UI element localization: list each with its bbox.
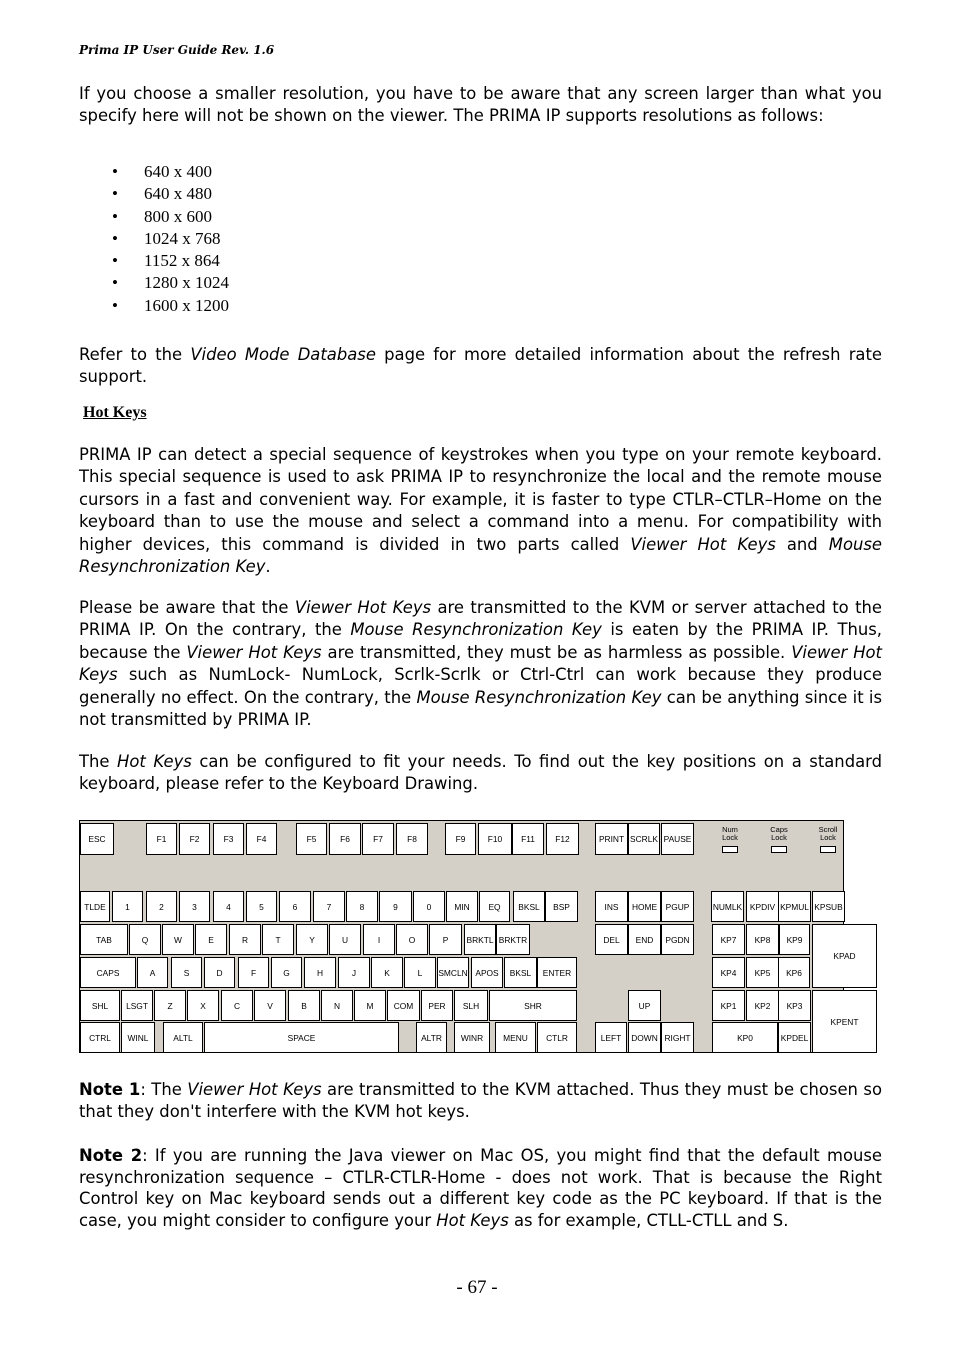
- key-tab: TAB: [80, 924, 128, 955]
- key-p: P: [429, 924, 462, 955]
- key-3: 3: [179, 891, 210, 922]
- resolution-list: [112, 161, 229, 317]
- key-kp1: KP1: [712, 990, 745, 1021]
- key-8: 8: [346, 891, 378, 922]
- key-home: HOME: [628, 891, 661, 922]
- page-number: - 67 -: [456, 1277, 498, 1298]
- key-k: K: [371, 957, 403, 988]
- key-v: V: [254, 990, 286, 1021]
- paragraph-hot-keys-intro: PRIMA IP can detect a special sequence of keystrokes when you type on your remote keyboard. This special sequence is used to ask PRIMA IP to resynchronize the local and the remote mouse cursors in a fast and convenient way. For example, it is faster to type CTLR–CTLR–Home on the keyboard than to use the mouse and select a command into a menu. For compatibility with higher devices, this command is divided in two parts called Viewer Hot Keys and Mouse Resynchronization Key.: [79, 445, 882, 577]
- key-d: D: [204, 957, 235, 988]
- list-item: • 640 x 400: [112, 161, 229, 183]
- led-indicator: [820, 846, 836, 853]
- key-brktr: BRKTR: [496, 924, 530, 955]
- key-y: Y: [296, 924, 328, 955]
- key-j: J: [338, 957, 370, 988]
- key-g: G: [271, 957, 302, 988]
- list-item: • 800 x 600: [112, 206, 229, 228]
- key-up: UP: [628, 990, 661, 1021]
- key-lsgt: LSGT: [121, 990, 153, 1021]
- key-a: A: [137, 957, 168, 988]
- bullet: •: [112, 251, 118, 271]
- paragraph-video-mode: Refer to the Video Mode Database page for more detailed information about the refresh rate support.: [79, 345, 882, 387]
- key-kpent: KPENT: [812, 990, 877, 1053]
- key-smcln: SMCLN: [437, 957, 469, 988]
- key-f4: F4: [246, 823, 277, 855]
- section-heading-hot-keys: Hot Keys: [83, 404, 147, 421]
- key-ins: INS: [595, 891, 628, 922]
- key-esc: ESC: [80, 823, 114, 855]
- key-kp6: KP6: [778, 957, 810, 988]
- key-7: 7: [313, 891, 345, 922]
- list-item: • 1024 x 768: [112, 228, 229, 250]
- key-t: T: [262, 924, 294, 955]
- note-2: Note 2: If you are running the Java viewer on Mac OS, you might find that the default mouse resynchronization sequence – CTLR-CTLR-Home - does not work. That is because the Right Control key on Mac keyboard sends out a different key code as the PC keyboard. If that is the case, you might consider to configure your Hot Keys as for example, CTLL-CTLL and S.: [79, 1146, 883, 1230]
- key-r: R: [229, 924, 261, 955]
- key-kp8: KP8: [746, 924, 779, 955]
- key-f3: F3: [213, 823, 244, 855]
- key-u: U: [329, 924, 361, 955]
- key-2: 2: [146, 891, 177, 922]
- key-f8: F8: [396, 823, 428, 855]
- key-q: Q: [129, 924, 161, 955]
- key-scrlk: SCRLK: [628, 823, 660, 855]
- key-f7: F7: [362, 823, 394, 855]
- led-indicator: [722, 846, 738, 853]
- paragraph-resolution-intro: If you choose a smaller resolution, you have to be aware that any screen larger than what you specify here will not be shown on the viewer. The PRIMA IP supports resolutions as follows:: [79, 84, 882, 126]
- key-space: SPACE: [204, 1022, 399, 1053]
- key-e: E: [195, 924, 227, 955]
- key-c: C: [221, 990, 253, 1021]
- key-del: DEL: [595, 924, 628, 955]
- key-right: RIGHT: [661, 1022, 694, 1053]
- bullet: •: [112, 162, 118, 181]
- bullet: •: [112, 206, 118, 226]
- key-n: N: [321, 990, 353, 1021]
- note-2-label: Note 2: [79, 1146, 143, 1165]
- note-1-label: Note 1: [79, 1080, 141, 1099]
- key-f2: F2: [179, 823, 210, 855]
- key-kp7: KP7: [712, 924, 745, 955]
- key-min: MIN: [446, 891, 478, 922]
- key-ctrl: CTRL: [80, 1022, 120, 1053]
- note-1: Note 1: The Viewer Hot Keys are transmitted to the KVM attached. Thus they must be chosen so that they don't interfere with the KVM hot keys.: [79, 1080, 882, 1122]
- paragraph-hot-keys-config: The Hot Keys can be configured to fit your needs. To find out the key positions on a standard keyboard, please refer to the Keyboard Drawing.: [79, 752, 882, 794]
- key-1: 1: [112, 891, 143, 922]
- key-m: M: [354, 990, 386, 1021]
- key-shr: SHR: [489, 990, 577, 1021]
- key-menu: MENU: [495, 1022, 536, 1053]
- bullet: •: [112, 273, 118, 293]
- key-apos: APOS: [471, 957, 503, 988]
- led-indicator: [771, 846, 787, 853]
- key-x: X: [187, 990, 219, 1021]
- led-label: Caps Lock: [770, 825, 788, 842]
- key-tlde: TLDE: [80, 891, 110, 922]
- key-caps: CAPS: [80, 957, 136, 988]
- running-header: Prima IP User Guide Rev. 1.6: [79, 43, 275, 57]
- list-item: • 1152 x 864: [112, 250, 229, 272]
- key-kp3: KP3: [778, 990, 811, 1021]
- key-altl: ALTL: [163, 1022, 203, 1053]
- key-f11: F11: [512, 823, 544, 855]
- key-pgup: PGUP: [661, 891, 694, 922]
- key-0: 0: [413, 891, 445, 922]
- key-left: LEFT: [595, 1022, 627, 1053]
- key-ctlr: CTLR: [537, 1022, 577, 1053]
- key-altr: ALTR: [416, 1022, 447, 1053]
- key-s: S: [171, 957, 202, 988]
- key-pause: PAUSE: [661, 823, 694, 855]
- list-item: • 1600 x 1200: [112, 295, 229, 317]
- key-kp9: KP9: [779, 924, 810, 955]
- bullet: •: [112, 295, 118, 315]
- key-z: Z: [154, 990, 186, 1021]
- key-eq: EQ: [479, 891, 510, 922]
- key-bsp: BSP: [545, 891, 578, 922]
- key-print: PRINT: [595, 823, 628, 855]
- key-6: 6: [279, 891, 311, 922]
- key-kpad: KPAD: [812, 924, 877, 988]
- key-kpdel: KPDEL: [778, 1022, 811, 1053]
- key-kpmul: KPMUL: [778, 891, 811, 922]
- key-end: END: [628, 924, 661, 955]
- key-5: 5: [246, 891, 277, 922]
- key-com: COM: [387, 990, 420, 1021]
- key-winr: WINR: [454, 1022, 490, 1053]
- key-l: L: [404, 957, 436, 988]
- key-winl: WINL: [121, 1022, 155, 1053]
- key-kp0: KP0: [712, 1022, 778, 1053]
- key-i: I: [363, 924, 395, 955]
- key-kp2: KP2: [746, 990, 779, 1021]
- key-h: H: [304, 957, 336, 988]
- list-item: • 1280 x 1024: [112, 272, 229, 294]
- key-kpsub: KPSUB: [812, 891, 845, 922]
- key-bksl: BKSL: [513, 891, 545, 922]
- bullet: •: [112, 184, 118, 204]
- key-f6: F6: [329, 823, 361, 855]
- key-numlk: NUMLK: [711, 891, 744, 922]
- key-brktl: BRKTL: [464, 924, 496, 955]
- key-f1: F1: [146, 823, 177, 855]
- key-kp4: KP4: [712, 957, 745, 988]
- key-enter: ENTER: [537, 957, 577, 988]
- key-kpdiv: KPDIV: [746, 891, 779, 922]
- key-bksl: BKSL: [504, 957, 537, 988]
- key-per: PER: [421, 990, 453, 1021]
- key-f5: F5: [296, 823, 327, 855]
- paragraph-hot-keys-transmit: Please be aware that the Viewer Hot Keys are transmitted to the KVM or server attached to the PRIMA IP. On the contrary, the Mouse Resynchronization Key is eaten by the PRIMA IP. Thus, because the Viewer Hot Keys are transmitted, they must be as harmless as possible. Viewer Hot Keys such as NumLock- NumLock, Scrlk-Scrlk or Ctrl-Ctrl can work because they produce generally no effect. On the contrary, the Mouse Resynchronization Key can be anything since it is not transmitted by PRIMA IP.: [79, 598, 882, 730]
- key-w: W: [162, 924, 194, 955]
- key-4: 4: [213, 891, 244, 922]
- key-f: F: [238, 957, 269, 988]
- video-mode-database-ref: Video Mode Database: [190, 345, 376, 364]
- keyboard-drawing: [79, 820, 859, 1053]
- key-f9: F9: [445, 823, 476, 855]
- list-item: • 640 x 480: [112, 183, 229, 205]
- key-down: DOWN: [628, 1022, 661, 1053]
- key-kp5: KP5: [746, 957, 779, 988]
- key-f12: F12: [546, 823, 579, 855]
- key-f10: F10: [478, 823, 512, 855]
- key-slh: SLH: [454, 990, 488, 1021]
- key-b: B: [288, 990, 320, 1021]
- key-pgdn: PGDN: [661, 924, 694, 955]
- led-label: Num Lock: [722, 825, 738, 842]
- led-label: Scroll Lock: [818, 825, 838, 842]
- key-shl: SHL: [80, 990, 120, 1021]
- bullet: •: [112, 228, 118, 248]
- key-9: 9: [379, 891, 412, 922]
- key-o: O: [396, 924, 428, 955]
